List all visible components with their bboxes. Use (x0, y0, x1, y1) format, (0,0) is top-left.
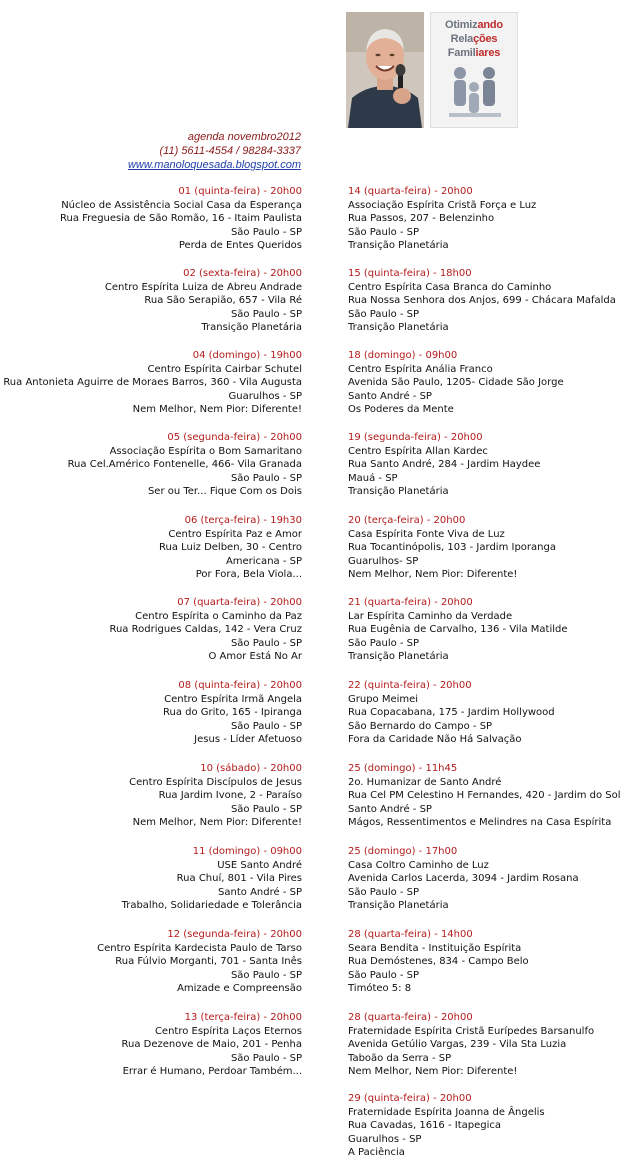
event-venue: Associação Espírita Cristã Força e Luz (348, 199, 537, 211)
contact-phones: (11) 5611-4554 / 98284-3337 (159, 145, 301, 157)
event-venue: Centro Espírita Paz e Amor (168, 528, 302, 540)
event-left-7 (0, 679, 302, 747)
event-theme: Os Poderes da Mente (348, 404, 454, 415)
event-city: São Paulo - SP (230, 637, 302, 649)
event-left-10 (0, 928, 302, 996)
event-venue: Centro Espírita Irmã Angela (164, 693, 302, 705)
event-date: 11 (domingo) - 09h00 (192, 846, 302, 857)
event-theme: Transição Planetária (348, 240, 449, 251)
event-city: Guarulhos- SP (348, 555, 419, 567)
event-date: 28 (quarta-feira) - 14h00 (348, 929, 473, 940)
event-address: Rua do Grito, 165 - Ipiranga (162, 707, 302, 718)
event-address: Rua Cavadas, 1616 - Itapegica (348, 1120, 502, 1131)
event-theme: Transição Planetária (348, 900, 449, 911)
event-date: 08 (quinta-feira) - 20h00 (178, 680, 302, 691)
agenda-title: agenda novembro2012 (187, 131, 301, 143)
event-theme: Jesus - Líder Afetuoso (194, 734, 302, 745)
event-address: Rua Dezenove de Maio, 201 - Penha (121, 1039, 302, 1050)
event-address: Avenida Getúlio Vargas, 239 - Vila Sta Luzia (348, 1039, 567, 1050)
event-theme: Transição Planetária (348, 322, 449, 333)
event-venue: Centro Espírita Anália Franco (348, 363, 493, 375)
event-date: 12 (segunda-feira) - 20h00 (167, 929, 302, 940)
event-date: 14 (quarta-feira) - 20h00 (348, 186, 473, 197)
event-date: 06 (terça-feira) - 19h30 (184, 515, 302, 526)
event-venue: Seara Bendita - Instituição Espírita (348, 942, 522, 954)
event-left-2 (0, 267, 302, 335)
event-right-4 (348, 431, 638, 499)
event-venue: Centro Espírita Kardecista Paulo de Tarso (97, 942, 302, 954)
event-date: 20 (terça-feira) - 20h00 (348, 515, 466, 526)
event-right-1 (348, 185, 638, 253)
event-theme: Mágos, Ressentimentos e Melindres na Casa Espírita (348, 817, 612, 828)
event-theme: Nem Melhor, Nem Pior: Diferente! (348, 1066, 518, 1077)
event-address: Rua Cel.Américo Fontenelle, 466- Vila Granada (67, 459, 302, 470)
event-right-9 (348, 845, 638, 913)
event-city: São Paulo - SP (230, 308, 302, 320)
event-city: São Paulo - SP (348, 886, 420, 898)
book-title-line-3: Familiares (447, 47, 501, 59)
event-theme: A Paciência (348, 1147, 405, 1158)
event-venue: Centro Espírita Casa Branca do Caminho (348, 281, 552, 293)
event-venue: Centro Espírita Laços Eternos (154, 1025, 302, 1037)
event-city: São Paulo - SP (348, 969, 420, 981)
event-left-9 (0, 845, 302, 913)
event-date: 15 (quinta-feira) - 18h00 (348, 268, 472, 279)
event-left-3 (0, 349, 302, 417)
event-theme: Timóteo 5: 8 (348, 983, 412, 994)
event-date: 01 (quinta-feira) - 20h00 (178, 186, 302, 197)
event-date: 05 (segunda-feira) - 20h00 (167, 432, 302, 443)
event-venue: Centro Espírita o Caminho da Paz (135, 610, 302, 622)
event-theme: Nem Melhor, Nem Pior: Diferente! (132, 404, 302, 415)
event-address: Rua Passos, 207 - Belenzinho (348, 213, 495, 224)
event-right-2 (348, 267, 638, 335)
event-address: Rua Jardim Ivone, 2 - Paraíso (158, 790, 302, 801)
event-city: Mauá - SP (348, 472, 398, 484)
event-city: São Paulo - SP (230, 969, 302, 981)
event-venue: Centro Espírita Luiza de Abreu Andrade (104, 281, 302, 293)
event-address: Rua Chuí, 801 - Vila Pires (176, 873, 302, 884)
event-city: São Paulo - SP (230, 1052, 302, 1064)
event-venue: Grupo Meimei (348, 693, 419, 705)
event-address: Rua Demóstenes, 834 - Campo Belo (348, 956, 529, 967)
event-city: Santo André - SP (218, 886, 302, 898)
event-date: 13 (terça-feira) - 20h00 (184, 1012, 302, 1023)
blog-link[interactable]: www.manoloquesada.blogspot.com (127, 159, 301, 171)
book-title-line-1: Otimizando (445, 19, 503, 31)
event-date: 02 (sexta-feira) - 20h00 (183, 268, 302, 279)
event-theme: Perda de Entes Queridos (178, 240, 302, 251)
event-venue: USE Santo André (217, 859, 302, 871)
event-city: São Paulo - SP (348, 637, 420, 649)
event-city: Santo André - SP (348, 803, 432, 815)
event-city: São Paulo - SP (348, 308, 420, 320)
event-theme: Transição Planetária (348, 651, 449, 662)
event-date: 10 (sábado) - 20h00 (200, 763, 302, 774)
event-theme: O Amor Está No Ar (208, 651, 302, 662)
speaker-photo (346, 12, 424, 128)
event-right-12 (348, 1092, 638, 1160)
event-theme: Errar é Humano, Perdoar Também... (122, 1066, 302, 1077)
event-right-5 (348, 514, 638, 582)
event-date: 28 (quarta-feira) - 20h00 (348, 1012, 473, 1023)
event-date: 04 (domingo) - 19h00 (192, 350, 302, 361)
book-title-line-2: Relações (450, 33, 498, 45)
event-date: 25 (domingo) - 17h00 (348, 846, 458, 857)
event-theme: Fora da Caridade Não Há Salvação (348, 734, 522, 745)
event-date: 18 (domingo) - 09h00 (348, 350, 458, 361)
event-theme: Nem Melhor, Nem Pior: Diferente! (132, 817, 302, 828)
event-city: Taboão da Serra - SP (348, 1052, 452, 1064)
blog-link-wrapper (0, 159, 301, 171)
event-address: Rua Nossa Senhora dos Anjos, 699 - Chácara Mafalda (348, 295, 616, 306)
family-figures-icon (445, 63, 505, 123)
event-left-11 (0, 1011, 302, 1079)
event-city: São Paulo - SP (230, 803, 302, 815)
event-theme: Trabalho, Solidariedade e Tolerância (121, 900, 302, 911)
event-city: São Bernardo do Campo - SP (348, 720, 493, 732)
event-city: São Paulo - SP (348, 226, 420, 238)
event-venue: Casa Coltro Caminho de Luz (348, 859, 489, 871)
event-right-11 (348, 1011, 638, 1079)
book-cover (430, 12, 518, 128)
event-address: Rua Copacabana, 175 - Jardim Hollywood (348, 707, 555, 718)
event-right-10 (348, 928, 638, 996)
event-left-8 (0, 762, 302, 830)
event-venue: 2o. Humanizar de Santo André (348, 776, 502, 788)
event-date: 25 (domingo) - 11h45 (348, 763, 458, 774)
event-city: Guarulhos - SP (348, 1133, 422, 1145)
event-city: Santo André - SP (348, 390, 432, 402)
event-date: 29 (quinta-feira) - 20h00 (348, 1093, 472, 1104)
event-left-6 (0, 596, 302, 664)
event-right-6 (348, 596, 638, 664)
event-venue: Fraternidade Espírita Cristã Eurípedes Barsanulfo (348, 1025, 595, 1037)
event-theme: Ser ou Ter... Fique Com os Dois (147, 486, 302, 497)
event-address: Avenida Carlos Lacerda, 3094 - Jardim Rosana (348, 873, 579, 884)
event-venue: Associação Espírita o Bom Samaritano (109, 445, 302, 457)
event-theme: Transição Planetária (201, 322, 302, 333)
event-theme: Amizade e Compreensão (177, 983, 302, 994)
event-left-4 (0, 431, 302, 499)
event-address: Rua São Serapião, 657 - Vila Ré (144, 295, 302, 306)
event-venue: Casa Espírita Fonte Viva de Luz (348, 528, 505, 540)
event-address: Rua Fúlvio Morganti, 701 - Santa Inês (115, 956, 302, 967)
event-city: Guarulhos - SP (228, 390, 302, 402)
event-address: Avenida São Paulo, 1205- Cidade São Jorge (348, 377, 564, 388)
event-date: 22 (quinta-feira) - 20h00 (348, 680, 472, 691)
event-venue: Centro Espírita Discípulos de Jesus (129, 776, 302, 788)
event-theme: Nem Melhor, Nem Pior: Diferente! (348, 569, 518, 580)
event-right-8 (348, 762, 638, 830)
event-right-7 (348, 679, 638, 747)
event-date: 21 (quarta-feira) - 20h00 (348, 597, 473, 608)
event-theme: Por Fora, Bela Viola... (195, 569, 302, 580)
event-address: Rua Eugênia de Carvalho, 136 - Vila Matilde (348, 624, 568, 635)
event-venue: Lar Espírita Caminho da Verdade (348, 610, 513, 622)
event-address: Rua Rodrigues Caldas, 142 - Vera Cruz (109, 624, 302, 635)
event-left-5 (0, 514, 302, 582)
event-theme: Transição Planetária (348, 486, 449, 497)
event-venue: Núcleo de Assistência Social Casa da Esperança (61, 199, 302, 211)
event-date: 19 (segunda-feira) - 20h00 (348, 432, 483, 443)
event-address: Rua Antonieta Aguirre de Moraes Barros, 360 - Vila Augusta (3, 377, 302, 388)
event-city: São Paulo - SP (230, 720, 302, 732)
event-venue: Centro Espírita Cairbar Schutel (147, 363, 302, 375)
event-city: Americana - SP (225, 555, 302, 567)
event-address: Rua Cel PM Celestino H Fernandes, 420 - Jardim do Sol (348, 790, 621, 801)
event-left-1 (0, 185, 302, 253)
event-right-3 (348, 349, 638, 417)
event-venue: Fraternidade Espírita Joanna de Ângelis (348, 1106, 545, 1118)
event-date: 07 (quarta-feira) - 20h00 (177, 597, 302, 608)
event-city: São Paulo - SP (230, 472, 302, 484)
event-venue: Centro Espírita Allan Kardec (348, 445, 488, 457)
event-address: Rua Freguesia de São Romão, 16 - Itaim Paulista (59, 213, 302, 224)
event-address: Rua Tocantinópolis, 103 - Jardim Iporanga (348, 542, 556, 553)
event-address: Rua Santo André, 284 - Jardim Haydee (348, 459, 541, 470)
event-city: São Paulo - SP (230, 226, 302, 238)
event-address: Rua Luiz Delben, 30 - Centro (158, 542, 302, 553)
